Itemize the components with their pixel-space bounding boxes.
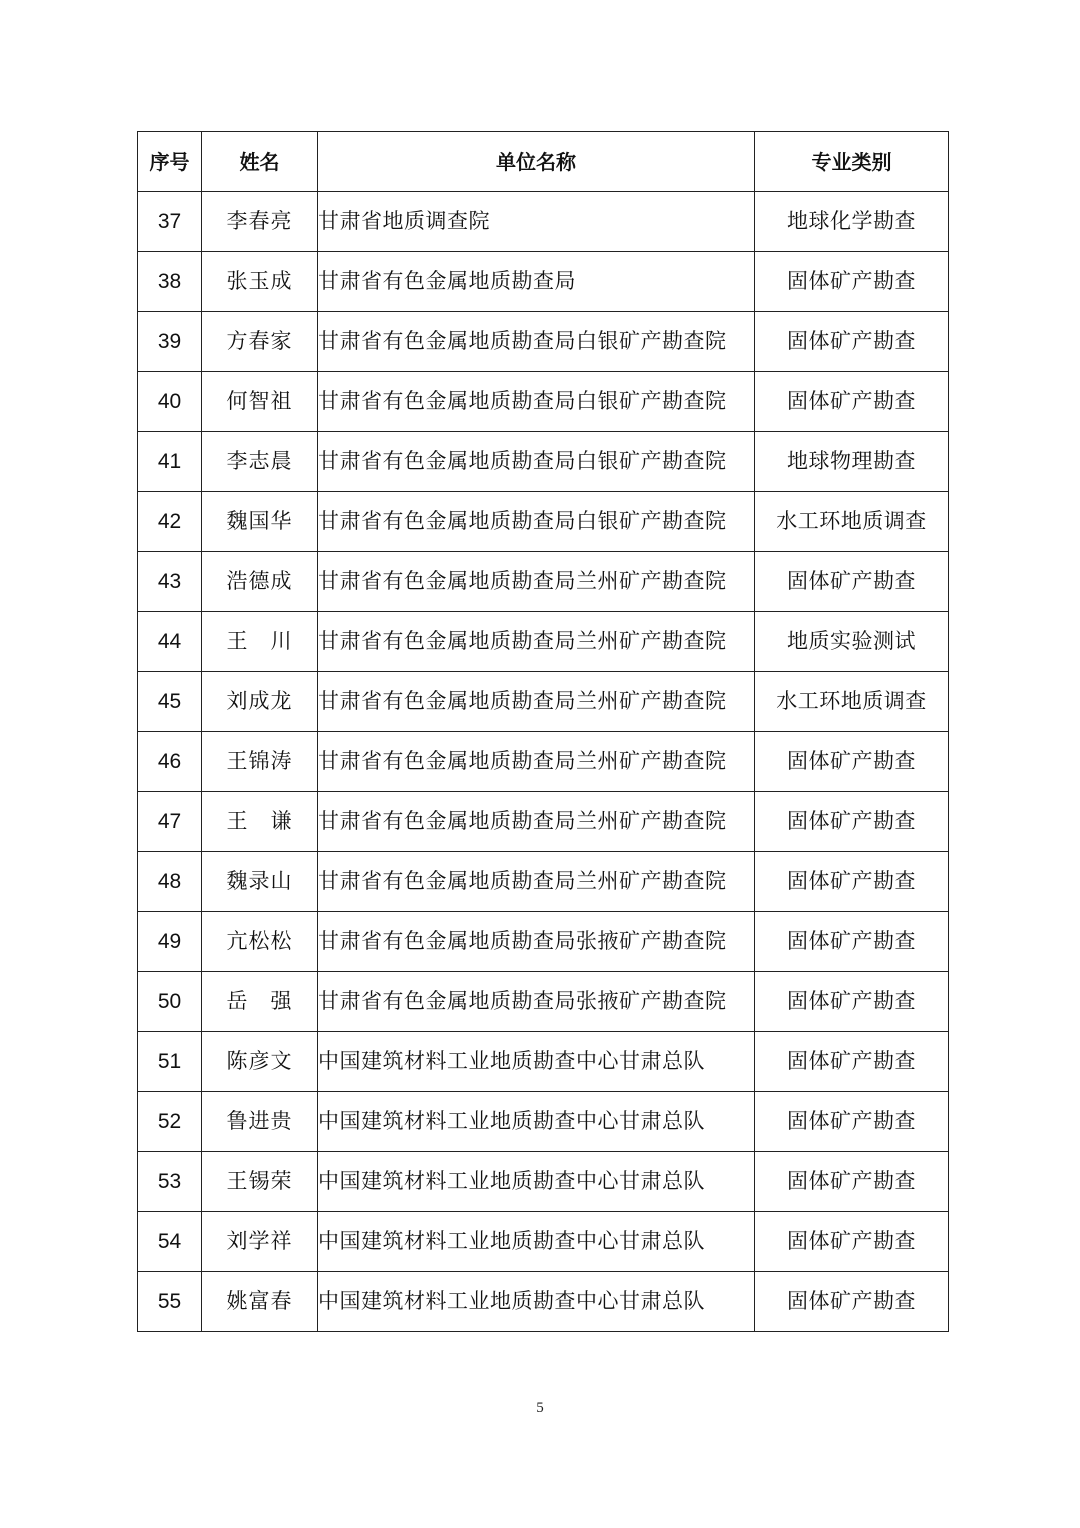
table-row — [138, 1272, 949, 1332]
cell-unit-name: 甘肃省有色金属地质勘查局 — [318, 252, 755, 312]
table-row — [138, 492, 949, 552]
cell-specialty: 固体矿产勘查 — [755, 552, 949, 612]
cell-specialty: 地球物理勘查 — [755, 432, 949, 492]
cell-unit-name: 甘肃省有色金属地质勘查局白银矿产勘查院 — [318, 492, 755, 552]
cell-serial-number: 52 — [138, 1092, 202, 1152]
page-number: 5 — [536, 1400, 544, 1416]
cell-person-name: 何智祖 — [202, 372, 318, 432]
cell-person-name: 王 川 — [202, 612, 318, 672]
cell-serial-number: 50 — [138, 972, 202, 1032]
table-row — [138, 192, 949, 252]
cell-serial-number: 39 — [138, 312, 202, 372]
table-row — [138, 312, 949, 372]
table-row — [138, 912, 949, 972]
cell-serial-number: 46 — [138, 732, 202, 792]
cell-specialty: 固体矿产勘查 — [755, 1032, 949, 1092]
cell-specialty: 固体矿产勘查 — [755, 372, 949, 432]
cell-serial-number: 54 — [138, 1212, 202, 1272]
cell-unit-name: 甘肃省有色金属地质勘查局白银矿产勘查院 — [318, 432, 755, 492]
cell-specialty: 水工环地质调查 — [755, 492, 949, 552]
cell-unit-name: 甘肃省有色金属地质勘查局兰州矿产勘查院 — [318, 732, 755, 792]
table-row — [138, 1092, 949, 1152]
cell-serial-number: 53 — [138, 1152, 202, 1212]
cell-specialty: 固体矿产勘查 — [755, 912, 949, 972]
cell-specialty: 固体矿产勘查 — [755, 732, 949, 792]
cell-person-name: 魏录山 — [202, 852, 318, 912]
cell-person-name: 鲁进贵 — [202, 1092, 318, 1152]
cell-specialty: 固体矿产勘查 — [755, 1272, 949, 1332]
cell-unit-name: 甘肃省有色金属地质勘查局兰州矿产勘查院 — [318, 672, 755, 732]
cell-serial-number: 55 — [138, 1272, 202, 1332]
cell-specialty: 固体矿产勘查 — [755, 1152, 949, 1212]
cell-specialty: 固体矿产勘查 — [755, 1212, 949, 1272]
cell-specialty: 固体矿产勘查 — [755, 972, 949, 1032]
table-row — [138, 972, 949, 1032]
cell-specialty: 固体矿产勘查 — [755, 792, 949, 852]
header-row — [138, 132, 949, 192]
cell-unit-name: 甘肃省有色金属地质勘查局白银矿产勘查院 — [318, 372, 755, 432]
cell-person-name: 张玉成 — [202, 252, 318, 312]
cell-specialty: 水工环地质调查 — [755, 672, 949, 732]
header-unit-name: 单位名称 — [318, 132, 755, 192]
table-row — [138, 792, 949, 852]
table-body — [138, 192, 949, 1332]
table-row — [138, 1212, 949, 1272]
cell-serial-number: 43 — [138, 552, 202, 612]
cell-unit-name: 甘肃省有色金属地质勘查局兰州矿产勘查院 — [318, 852, 755, 912]
cell-unit-name: 甘肃省有色金属地质勘查局兰州矿产勘查院 — [318, 552, 755, 612]
cell-unit-name: 甘肃省有色金属地质勘查局兰州矿产勘查院 — [318, 792, 755, 852]
cell-unit-name: 甘肃省有色金属地质勘查局张掖矿产勘查院 — [318, 972, 755, 1032]
cell-person-name: 姚富春 — [202, 1272, 318, 1332]
cell-serial-number: 47 — [138, 792, 202, 852]
cell-serial-number: 44 — [138, 612, 202, 672]
cell-specialty: 地球化学勘查 — [755, 192, 949, 252]
cell-person-name: 李志晨 — [202, 432, 318, 492]
table-row — [138, 612, 949, 672]
cell-person-name: 魏国华 — [202, 492, 318, 552]
cell-unit-name: 中国建筑材料工业地质勘查中心甘肃总队 — [318, 1152, 755, 1212]
cell-unit-name: 中国建筑材料工业地质勘查中心甘肃总队 — [318, 1272, 755, 1332]
roster-table — [137, 131, 949, 1332]
cell-serial-number: 51 — [138, 1032, 202, 1092]
cell-person-name: 方春家 — [202, 312, 318, 372]
cell-specialty: 地质实验测试 — [755, 612, 949, 672]
cell-unit-name: 中国建筑材料工业地质勘查中心甘肃总队 — [318, 1212, 755, 1272]
cell-unit-name: 甘肃省地质调查院 — [318, 192, 755, 252]
cell-specialty: 固体矿产勘查 — [755, 252, 949, 312]
cell-serial-number: 38 — [138, 252, 202, 312]
cell-person-name: 王锦涛 — [202, 732, 318, 792]
table-row — [138, 732, 949, 792]
cell-person-name: 刘成龙 — [202, 672, 318, 732]
table-row — [138, 1152, 949, 1212]
cell-person-name: 亢松松 — [202, 912, 318, 972]
cell-serial-number: 49 — [138, 912, 202, 972]
cell-unit-name: 甘肃省有色金属地质勘查局张掖矿产勘查院 — [318, 912, 755, 972]
cell-unit-name: 中国建筑材料工业地质勘查中心甘肃总队 — [318, 1032, 755, 1092]
table-row — [138, 552, 949, 612]
cell-specialty: 固体矿产勘查 — [755, 852, 949, 912]
cell-unit-name: 中国建筑材料工业地质勘查中心甘肃总队 — [318, 1092, 755, 1152]
cell-person-name: 岳 强 — [202, 972, 318, 1032]
table-row — [138, 432, 949, 492]
cell-serial-number: 40 — [138, 372, 202, 432]
table-row — [138, 252, 949, 312]
cell-serial-number: 41 — [138, 432, 202, 492]
cell-person-name: 王 谦 — [202, 792, 318, 852]
cell-person-name: 李春亮 — [202, 192, 318, 252]
table-row — [138, 672, 949, 732]
header-serial-number: 序号 — [138, 132, 202, 192]
header-specialty: 专业类别 — [755, 132, 949, 192]
header-name: 姓名 — [202, 132, 318, 192]
cell-serial-number: 48 — [138, 852, 202, 912]
cell-person-name: 浩德成 — [202, 552, 318, 612]
cell-unit-name: 甘肃省有色金属地质勘查局白银矿产勘查院 — [318, 312, 755, 372]
table-row — [138, 852, 949, 912]
cell-serial-number: 37 — [138, 192, 202, 252]
cell-person-name: 王锡荣 — [202, 1152, 318, 1212]
cell-serial-number: 42 — [138, 492, 202, 552]
cell-person-name: 刘学祥 — [202, 1212, 318, 1272]
table-header — [138, 132, 949, 192]
cell-unit-name: 甘肃省有色金属地质勘查局兰州矿产勘查院 — [318, 612, 755, 672]
cell-serial-number: 45 — [138, 672, 202, 732]
table-row — [138, 1032, 949, 1092]
cell-specialty: 固体矿产勘查 — [755, 1092, 949, 1152]
cell-specialty: 固体矿产勘查 — [755, 312, 949, 372]
cell-person-name: 陈彦文 — [202, 1032, 318, 1092]
table-row — [138, 372, 949, 432]
